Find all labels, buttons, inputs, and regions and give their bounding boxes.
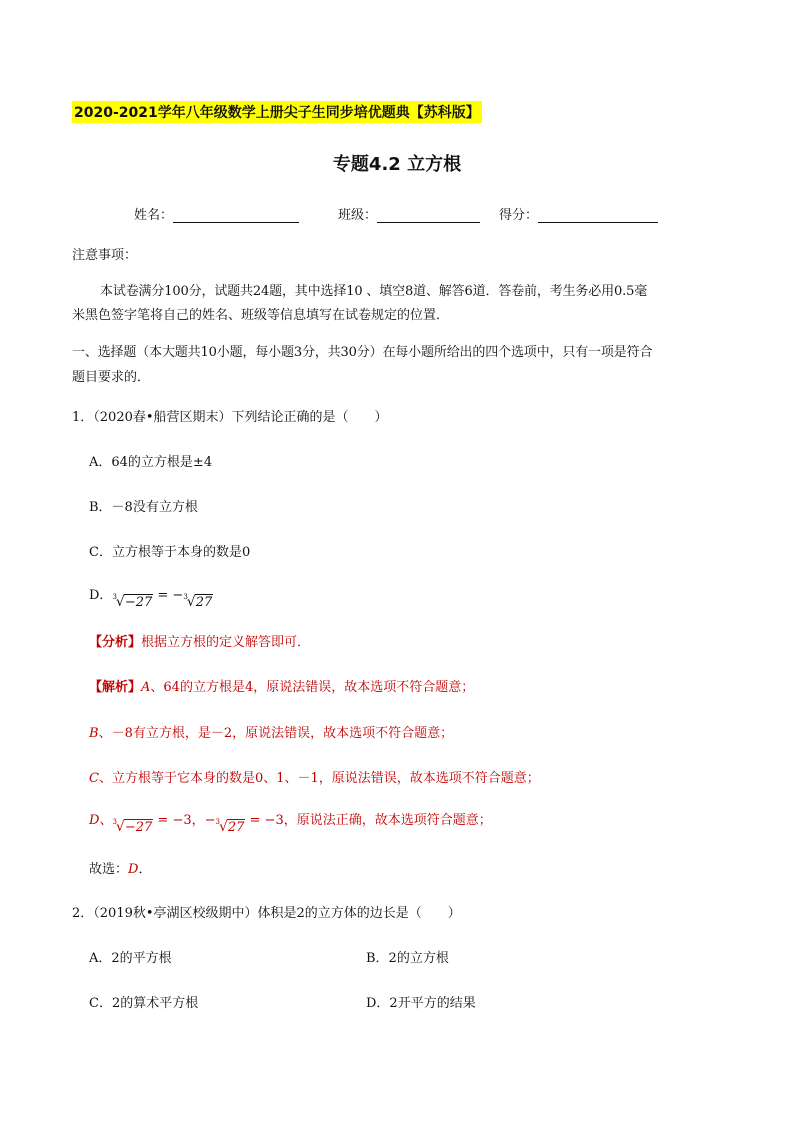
solution-line-a (89, 676, 474, 695)
question-2-option-b[interactable]: B．2的立方根 (366, 951, 449, 966)
score-label: 得分： (499, 208, 539, 223)
section-heading-line-2: 题目要求的． (72, 370, 151, 385)
solution-text-c: 、立方根等于它本身的数是0、1、－1，原说法错误，故本选项不符合题意； (98, 771, 540, 786)
question-2-option-d[interactable]: D．2开平方的结果 (366, 996, 476, 1011)
cube-root-expression (183, 594, 213, 610)
root-index: 3 (112, 818, 117, 826)
root-index: 3 (112, 593, 117, 601)
cube-root-expression (112, 594, 153, 610)
notice-heading: 注意事项： (72, 248, 138, 263)
page-title: 专题4.2 立方根 (332, 154, 462, 175)
solution-line-d (89, 809, 492, 835)
name-label: 姓名： (134, 208, 174, 223)
solution-neg-sign: − (204, 813, 216, 828)
analysis-line (89, 631, 310, 650)
cube-root-expression (216, 819, 246, 835)
root-index: 3 (215, 818, 220, 826)
question-1-option-c[interactable]: C．立方根等于本身的数是0 (89, 545, 251, 560)
solution-text-d: ，原说法正确，故本选项符合题意； (283, 813, 492, 828)
option-d-prefix: D． (89, 588, 113, 603)
question-2-option-a[interactable]: A．2的平方根 (89, 951, 172, 966)
name-blank[interactable] (173, 208, 299, 223)
radicand: 27 (227, 820, 245, 835)
solution-text-a: 、64的立方根是4，原说法错误，故本选项不符合题意； (150, 680, 475, 695)
answer-suffix: ． (138, 862, 152, 877)
series-title: 2020-2021学年八年级数学上册尖子生同步培优题典【苏科版】 (72, 101, 482, 123)
solution-letter-d: D (89, 813, 100, 828)
cube-root-expression (112, 819, 153, 835)
score-field (499, 204, 658, 223)
answer-prefix: 故选： (89, 862, 129, 877)
score-blank[interactable] (538, 208, 658, 223)
analysis-text: 根据立方根的定义解答即可． (141, 635, 311, 650)
radicand: −27 (124, 820, 153, 835)
question-2-stem: 2．（2019秋•亭湖区校级期中）体积是2的立方体的边长是（ ） (72, 906, 461, 921)
class-field (338, 204, 480, 223)
radical-sign: √ (186, 594, 196, 610)
solution-text-b: 、－8有立方根，是－2，原说法错误，故本选项不符合题意； (98, 726, 454, 741)
solution-line-c (89, 767, 540, 786)
name-field (134, 204, 299, 223)
solution-eq-2: = −3 (245, 813, 284, 828)
solution-tag: 【解析】 (89, 680, 142, 695)
notice-line-1: 本试卷满分100分，试题共24题，其中选择10 、填空8道、解答6道．答卷前，考生务必用0.5毫 (100, 284, 648, 299)
root-index: 3 (183, 593, 188, 601)
class-label: 班级： (338, 208, 378, 223)
solution-line-b (89, 722, 453, 741)
solution-eq-1: = −3， (153, 813, 205, 828)
question-1-option-b[interactable]: B．－8没有立方根 (89, 500, 198, 515)
solution-sep-d: 、 (99, 813, 113, 828)
notice-line-2: 米黑色签字笔将自己的姓名、班级等信息填写在试卷规定的位置． (72, 308, 450, 323)
question-1-stem: 1．（2020春•船营区期末）下列结论正确的是（ ） (72, 410, 388, 425)
question-1-option-a[interactable]: A．64的立方根是±4 (89, 455, 213, 470)
section-heading-line-1: 一、选择题（本大题共10小题，每小题3分，共30分）在每小题所给出的四个选项中，只有一项是符合 (72, 345, 653, 360)
question-2-option-c[interactable]: C．2的算术平方根 (89, 996, 199, 1011)
answer-line (89, 858, 151, 877)
class-blank[interactable] (377, 208, 480, 223)
analysis-tag: 【分析】 (89, 635, 142, 650)
option-d-equals: = − (153, 588, 184, 603)
radical-sign: √ (115, 819, 125, 835)
question-1-option-d[interactable] (89, 584, 213, 610)
radicand: 27 (195, 595, 213, 610)
radical-sign: √ (218, 819, 228, 835)
radical-sign: √ (115, 594, 125, 610)
radicand: −27 (124, 595, 153, 610)
answer-letter: D (128, 862, 139, 877)
solution-letter-b: B (89, 726, 99, 741)
solution-letter-c: C (89, 771, 99, 786)
solution-letter-a: A (141, 680, 151, 695)
